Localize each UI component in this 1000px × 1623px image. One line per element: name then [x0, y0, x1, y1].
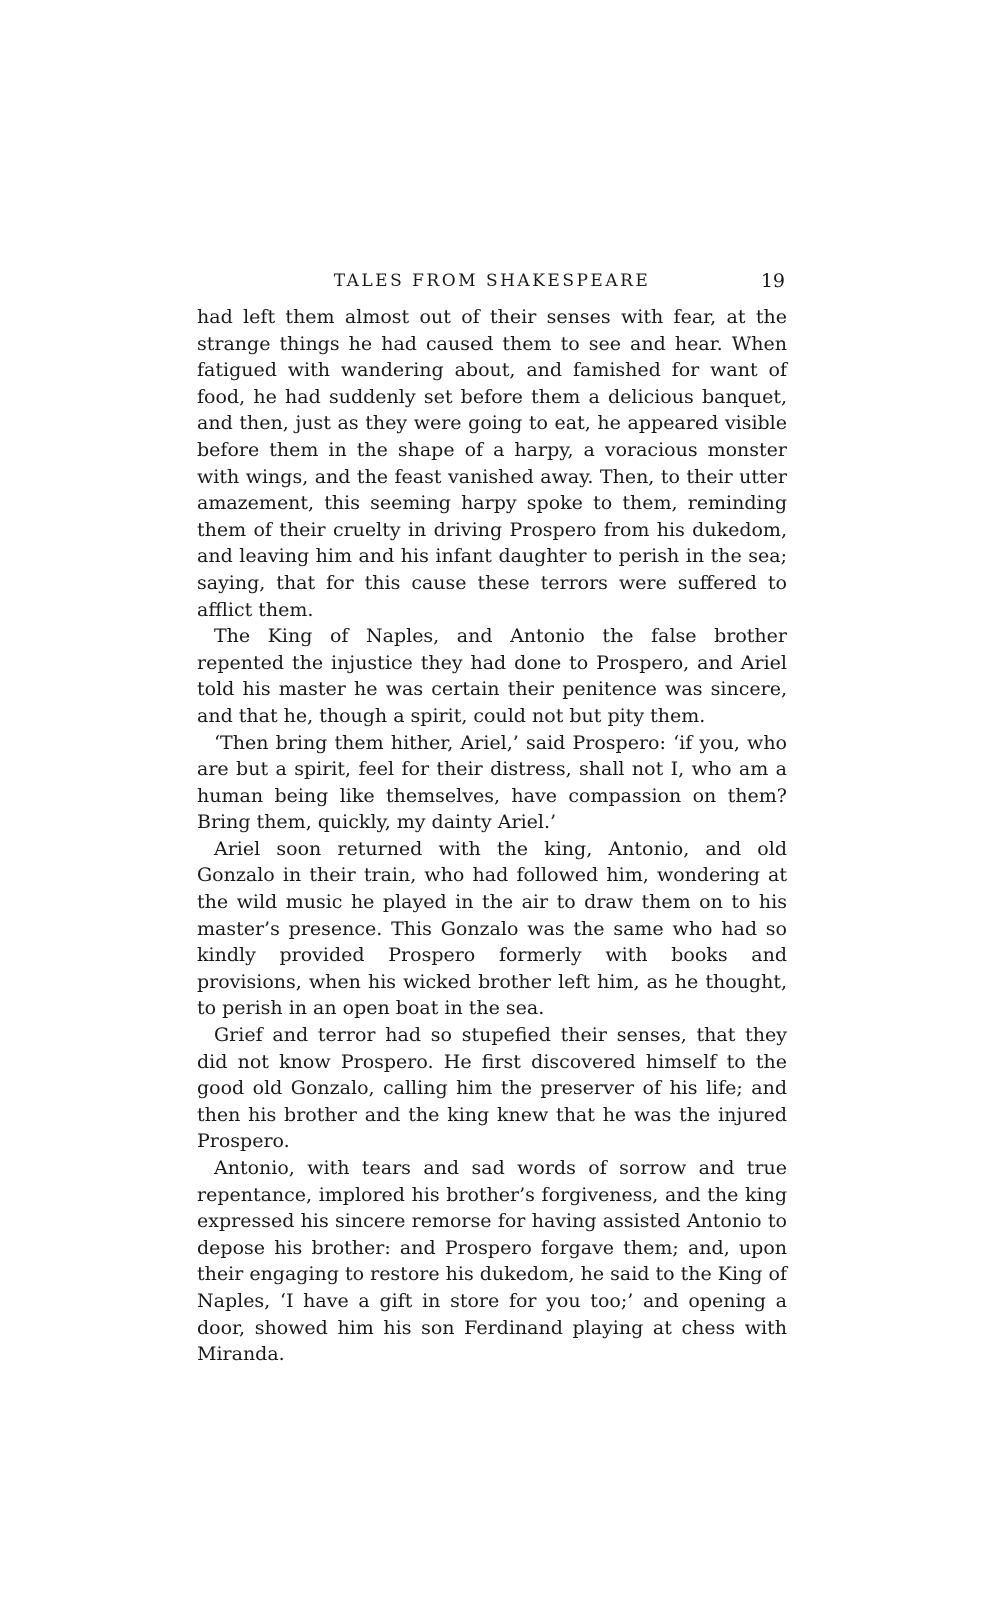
paragraph: Ariel soon returned with the king, Antonio, and old Gonzalo in their train, who had followed him, wondering at the wild music he played in the air to draw them on to his master’s presence. This Gonzalo was the same who had so kindly provided Prospero formerly with books and provisions, when his wicked brother left him, as he thought, to perish in an open boat in the sea.: [197, 837, 787, 1020]
paragraph-continued: had left them almost out of their senses with fear, at the strange things he had caused them to see and hear. When fatigued with wandering about, and famished for want of food, he had suddenly set before them a delicious banquet, and then, just as they were going to eat, he appeared visible before them in the shape of a harpy, a voracious monster with wings, and the feast vanished away. Then, to their utter amazement, this seeming harpy spoke to them, reminding them of their cruelty in driving Prospero from his dukedom, and leaving him and his infant daughter to perish in the sea; saying, that for this cause these terrors were suffered to afflict them.: [197, 306, 787, 621]
book-page: [197, 268, 787, 1368]
paragraph: ‘Then bring them hither, Ariel,’ said Prospero: ‘if you, who are but a spirit, feel for their distress, shall not I, who am a human being like themselves, have compassion on them? Bring them, quickly, my dainty Ariel.’: [197, 731, 787, 834]
paragraph: The King of Naples, and Antonio the false brother repented the injustice they had done to Prospero, and Ariel told his master he was certain their penitence was sincere, and that he, though a spirit, could not but pity them.: [197, 625, 787, 727]
running-head: [197, 268, 787, 298]
page-number: 19: [760, 270, 785, 292]
running-title: TALES FROM SHAKESPEARE: [333, 271, 651, 291]
paragraph: Grief and terror had so stupefied their senses, that they did not know Prospero. He first discovered himself to the good old Gonzalo, calling him the preserver of his life; and then his brother and the king knew that he was the injured Prospero.: [197, 1024, 787, 1153]
paragraph: Antonio, with tears and sad words of sorrow and true repentance, implored his brother’s forgiveness, and the king expressed his sincere remorse for having assisted Antonio to depose his brother: and Prospero forgave them; and, upon their engaging to restore his dukedom, he said to the King of Naples, ‘I have a gift in store for you too;’ and opening a door, showed him his son Ferdinand playing at chess with Miranda.: [197, 1157, 787, 1366]
body-text: [197, 304, 787, 1368]
